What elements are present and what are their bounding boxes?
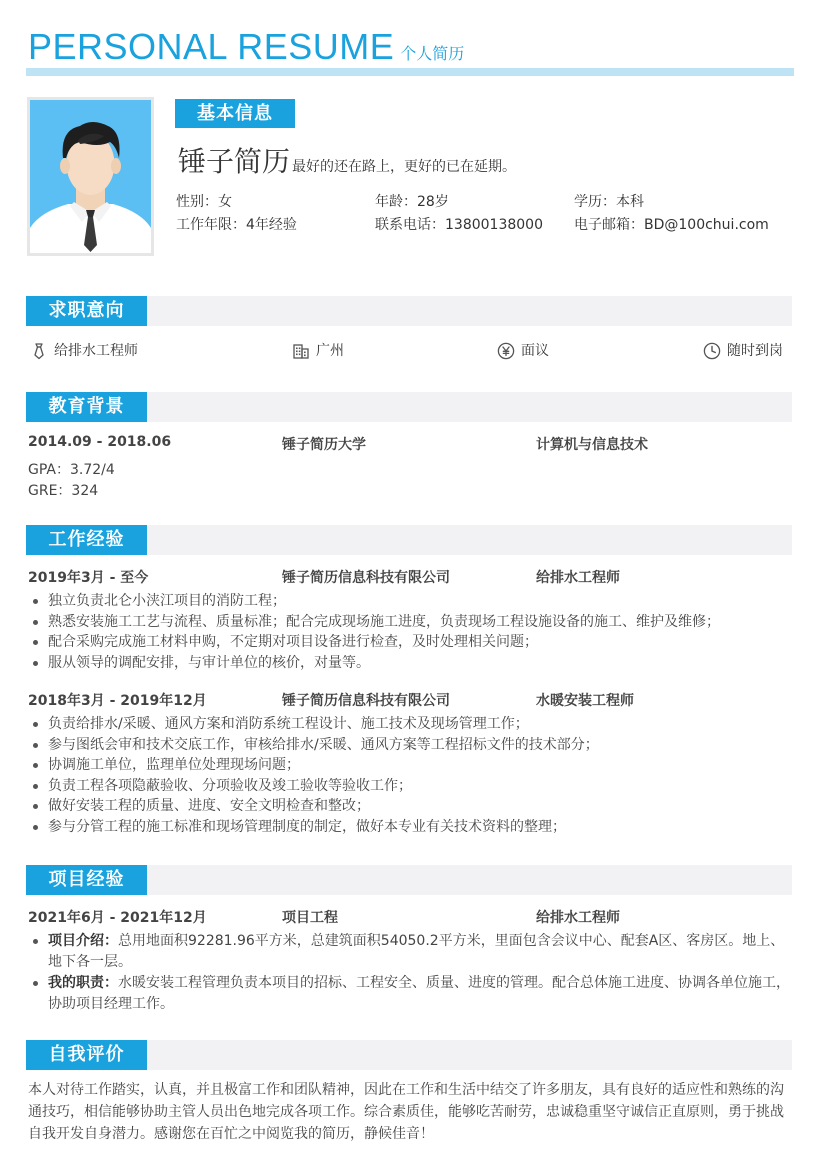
project-details-list [30, 931, 792, 1015]
info-row [176, 191, 796, 214]
intent-city [292, 340, 344, 362]
self-eval-text: 本人对待工作踏实，认真，并且极富工作和团队精神，因此在工作和生活中结交了许多朋友，具有良好的适应性和熟练的沟通技巧，相信能够协助主管人员出色地完成各项工作。综合素质佳，能够吃苦耐劳，忠诚稳重坚守诚信正直原则，勇于挑战自我开发自身潜力。感谢您在百忙之中阅览我的简历，静候佳音！ [28, 1082, 784, 1142]
job-role: 水暖安装工程师 [536, 693, 634, 709]
job-duties-list [30, 591, 792, 673]
intent-availability-label: 随时到岗 [727, 343, 783, 359]
yen-coin-icon [497, 342, 515, 360]
list-item: 服从领导的调配安排，与审计单位的核价，对量等。 [30, 653, 792, 674]
project-period: 2021年6月 - 2021年12月 [28, 910, 207, 926]
project-intro [30, 931, 792, 973]
list-item: 参与图纸会审和技术交底工作，审核给排水/采暖、通风方案等工程招标文件的技术部分； [30, 735, 792, 756]
candidate-motto: 最好的还在路上，更好的已在延期。 [292, 159, 517, 175]
list-item: 协调施工单位，监理单位处理现场问题； [30, 755, 792, 776]
job-role: 给排水工程师 [536, 570, 620, 586]
resume-header [28, 26, 464, 66]
project-role: 给排水工程师 [536, 910, 620, 926]
education-school: 锤子简历大学 [282, 437, 366, 453]
degree-field: 学历：本科 [574, 194, 644, 210]
project-duty-label: 我的职责： [48, 975, 118, 991]
job-period: 2018年3月 - 2019年12月 [28, 693, 207, 709]
avatar [27, 97, 154, 256]
candidate-name: 锤子简历 [178, 145, 291, 178]
age-field: 年龄：28岁 [375, 194, 449, 210]
education-row [28, 434, 792, 456]
intent-availability [703, 340, 783, 362]
phone-field: 联系电话：13800138000 [375, 217, 543, 233]
job-header [28, 690, 792, 712]
name-line [178, 140, 516, 180]
self-eval-section-title: 自我评价 [26, 1040, 147, 1070]
project-header [28, 907, 792, 929]
intent-position-label: 给排水工程师 [54, 343, 138, 359]
list-item: 负责给排水/采暖、通风方案和消防系统工程设计、施工技术及现场管理工作； [30, 714, 792, 735]
education-major: 计算机与信息技术 [536, 437, 648, 453]
email-field: 电子邮箱：BD@100chui.com [574, 217, 769, 233]
project-intro-label: 项目介绍： [48, 933, 118, 949]
list-item: 独立负责北仑小浃江项目的消防工程； [30, 591, 792, 612]
basic-info-section-title: 基本信息 [175, 99, 295, 128]
intent-section-title: 求职意向 [26, 296, 147, 326]
list-item: 参与分管工程的施工标准和现场管理制度的制定，做好本专业有关技术资料的整理； [30, 817, 792, 838]
job-period: 2019年3月 - 至今 [28, 570, 149, 586]
building-icon [292, 342, 310, 360]
education-period: 2014.09 - 2018.06 [28, 434, 172, 450]
avatar-portrait-icon [30, 100, 151, 253]
work-years-field: 工作年限：4年经验 [176, 217, 297, 233]
info-row [176, 214, 796, 237]
project-intro-text: 总用地面积92281.96平方米，总建筑面积54050.2平方米，里面包含会议中心、配套A区、客房区。地上、地下各一层。 [48, 933, 785, 970]
project-duty-text: 水暖安装工程管理负责本项目的招标、工程安全、质量、进度的管理。配合总体施工进度、协调各单位施工，协助项目经理工作。 [48, 975, 790, 1012]
project-name: 项目工程 [282, 910, 338, 926]
job-header [28, 567, 792, 589]
intent-city-label: 广州 [316, 343, 344, 359]
education-gre: GRE：324 [28, 483, 99, 499]
list-item: 配合采购完成施工材料申购，不定期对项目设备进行检查，及时处理相关问题； [30, 632, 792, 653]
list-item: 做好安装工程的质量、进度、安全文明检查和整改； [30, 796, 792, 817]
project-duty [30, 973, 792, 1015]
job-duties-list [30, 714, 792, 838]
intent-position [30, 340, 138, 362]
tie-icon [30, 342, 48, 360]
list-item: 负责工程各项隐蔽验收、分项验收及竣工验收等验收工作； [30, 776, 792, 797]
job-company: 锤子简历信息科技有限公司 [282, 570, 450, 586]
resume-title-en: PERSONAL RESUME [28, 26, 395, 67]
job-company: 锤子简历信息科技有限公司 [282, 693, 450, 709]
education-section-title: 教育背景 [26, 392, 147, 422]
list-item: 熟悉安装施工工艺与流程、质量标准；配合完成现场施工进度，负责现场工程设施设备的施工、维护及维修； [30, 612, 792, 633]
intent-salary [497, 340, 549, 362]
gender-field: 性别：女 [176, 194, 232, 210]
clock-icon [703, 342, 721, 360]
basic-info-grid [176, 191, 796, 237]
education-gpa: GPA：3.72/4 [28, 462, 115, 478]
header-divider [26, 68, 794, 76]
intent-salary-label: 面议 [521, 343, 549, 359]
project-section-title: 项目经验 [26, 865, 147, 895]
resume-title-cn: 个人简历 [400, 44, 465, 63]
work-section-title: 工作经验 [26, 525, 147, 555]
